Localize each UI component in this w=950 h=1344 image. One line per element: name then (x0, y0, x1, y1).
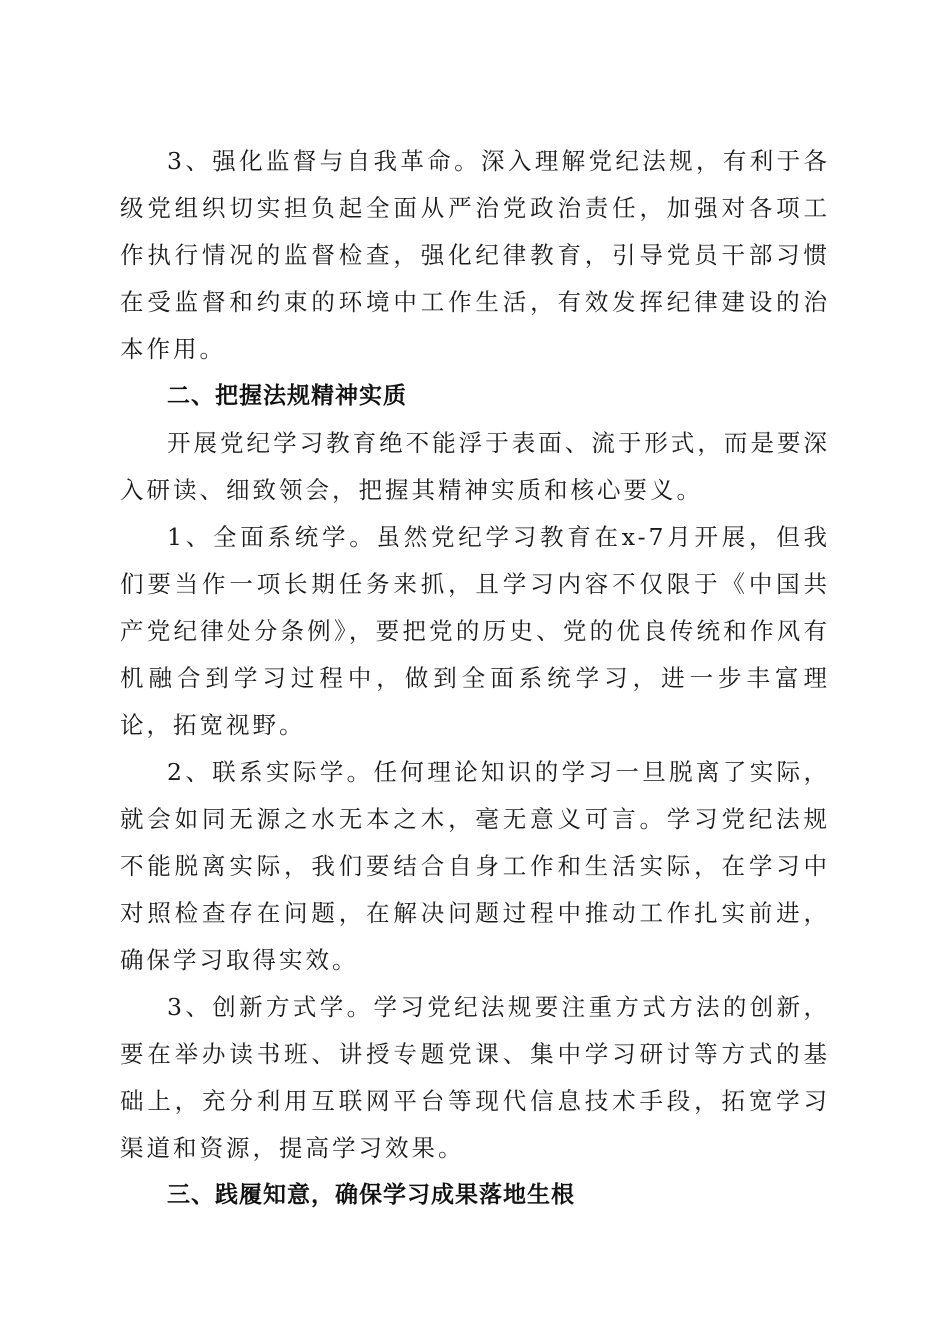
section-heading-2: 二、把握法规精神实质 (167, 383, 407, 409)
paragraph-intro: 开展党纪学习教育绝不能浮于表面、流于形式，而是要深入研读、细致领会，把握其精神实质和核心要义。 (120, 429, 830, 504)
paragraph-practical-study: 2、联系实际学。任何理论知识的学习一旦脱离了实际，就会如同无源之水无本之木，毫无意义可言。学习党纪法规不能脱离实际，我们要结合自身工作和生活实际，在学习中对照检查存在问题，在解决问题过程中推动工作扎实前进，确保学习取得实效。 (120, 758, 830, 974)
paragraph-supervision: 3、强化监督与自我革命。深入理解党纪法规，有利于各级党组织切实担负起全面从严治党政治责任，加强对各项工作执行情况的监督检查，强化纪律教育，引导党员干部习惯在受监督和约束的环境中工作生活，有效发挥纪律建设的治本作用。 (120, 147, 830, 363)
section-heading-3: 三、践履知意，确保学习成果落地生根 (167, 1182, 575, 1208)
paragraph-innovative-study: 3、创新方式学。学习党纪法规要注重方式方法的创新，要在举办读书班、讲授专题党课、集中学习研讨等方式的基础上，充分利用互联网平台等现代信息技术手段，拓宽学习渠道和资源，提高学习效果。 (120, 993, 830, 1162)
paragraph-systematic-study: 1、全面系统学。虽然党纪学习教育在x-7月开展，但我们要当作一项长期任务来抓，且学习内容不仅限于《中国共产党纪律处分条例》，要把党的历史、党的优良传统和作风有机融合到学习过程中，做到全面系统学习，进一步丰富理论，拓宽视野。 (120, 523, 830, 739)
document-body (120, 138, 830, 1219)
